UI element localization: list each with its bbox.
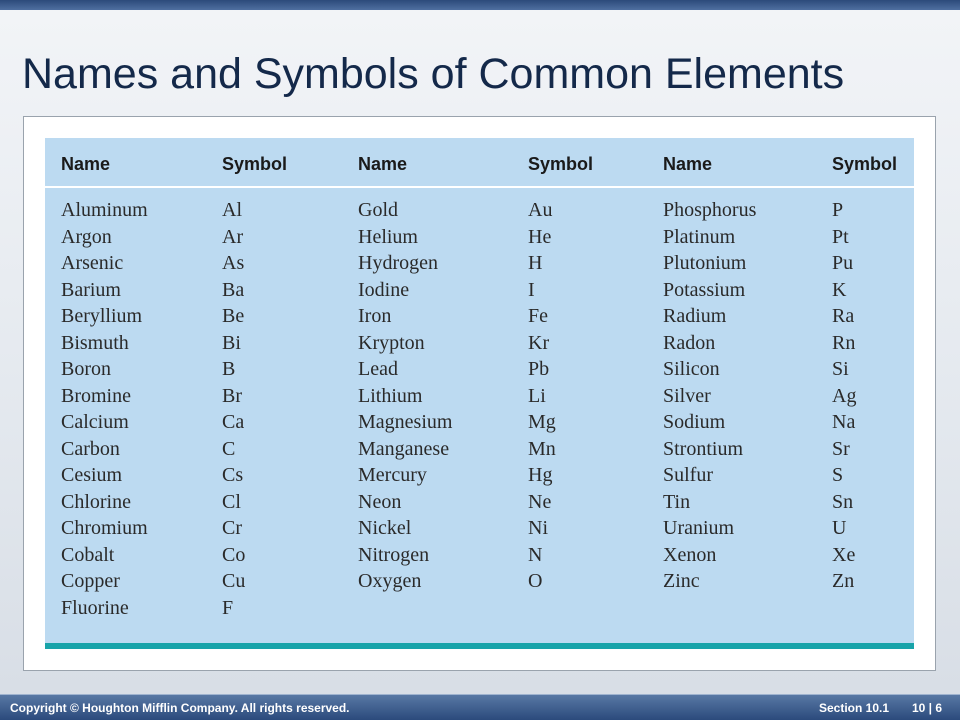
top-accent-bar	[0, 0, 960, 10]
element-symbol: Ni	[528, 517, 548, 539]
name-column-1	[61, 197, 148, 621]
element-name: Carbon	[61, 437, 120, 460]
element-symbol: Rn	[832, 331, 856, 354]
element-symbol: Fe	[528, 305, 548, 327]
element-name: Phosphorus	[663, 199, 757, 221]
element-symbol: Mn	[528, 437, 556, 460]
element-symbol: Br	[222, 384, 242, 407]
element-symbol: Ag	[832, 384, 857, 407]
table-bottom-rule	[45, 643, 914, 649]
element-name: Strontium	[663, 437, 744, 460]
element-symbol: U	[832, 517, 847, 539]
element-name: Lithium	[358, 384, 423, 407]
slide-title: Names and Symbols of Common Elements	[22, 50, 845, 98]
element-symbol: Pt	[832, 225, 849, 248]
element-name: Arsenic	[61, 252, 124, 274]
element-name: Uranium	[663, 517, 735, 539]
symbol-column-3	[832, 197, 856, 595]
element-name: Hydrogen	[358, 252, 438, 274]
element-symbol: N	[528, 543, 543, 566]
element-name: Sulfur	[663, 464, 713, 486]
element-symbol: Bi	[222, 331, 241, 354]
element-symbol: Hg	[528, 464, 553, 486]
symbol-column-2	[528, 197, 556, 595]
element-name: Bismuth	[61, 331, 129, 354]
element-name: Calcium	[61, 411, 129, 433]
element-name: Cesium	[61, 464, 123, 486]
element-symbol: As	[222, 252, 245, 274]
element-name: Krypton	[358, 331, 425, 354]
elements-table	[45, 138, 914, 649]
element-symbol: Co	[222, 543, 246, 566]
element-symbol: Sr	[832, 437, 850, 460]
element-symbol: K	[832, 278, 847, 301]
element-name: Iron	[358, 305, 392, 327]
element-name: Sodium	[663, 411, 726, 433]
element-symbol: Be	[222, 305, 245, 327]
element-name: Silver	[663, 384, 711, 407]
element-symbol: Ca	[222, 411, 245, 433]
header-name-1: Name	[61, 154, 111, 174]
element-symbol: Ba	[222, 278, 245, 301]
element-name: Beryllium	[61, 305, 143, 327]
element-symbol: Cu	[222, 570, 246, 592]
element-name: Lead	[358, 358, 398, 380]
element-symbol: Cs	[222, 464, 244, 486]
element-symbol: Cr	[222, 517, 242, 539]
copyright-notice: Copyright © Houghton Mifflin Company. All rights reserved.	[10, 701, 350, 715]
element-name: Nitrogen	[358, 543, 430, 566]
element-name: Radium	[663, 305, 727, 327]
element-name: Iodine	[358, 278, 410, 301]
section-label: Section 10.1	[819, 701, 890, 715]
element-symbol: Si	[832, 358, 849, 380]
element-symbol: Xe	[832, 543, 856, 566]
header-name-3: Name	[663, 154, 713, 174]
element-name: Neon	[358, 490, 402, 513]
element-symbol: Cl	[222, 490, 241, 513]
element-name: Plutonium	[663, 252, 747, 274]
element-symbol: Mg	[528, 411, 556, 433]
element-name: Chlorine	[61, 490, 131, 513]
element-symbol: O	[528, 570, 543, 592]
element-symbol: S	[832, 464, 844, 486]
name-column-2	[358, 197, 452, 595]
element-symbol: Pb	[528, 358, 550, 380]
element-symbol: F	[222, 596, 234, 619]
element-name: Chromium	[61, 517, 148, 539]
header-symbol-3: Symbol	[832, 154, 898, 174]
symbol-column-1	[222, 197, 245, 621]
element-name: Oxygen	[358, 570, 422, 592]
element-symbol: Zn	[832, 570, 855, 592]
element-name: Radon	[663, 331, 716, 354]
element-symbol: Au	[528, 199, 553, 221]
element-name: Aluminum	[61, 199, 148, 221]
element-symbol: H	[528, 252, 543, 274]
element-name: Zinc	[663, 570, 700, 592]
page-number: 10 | 6	[912, 701, 943, 715]
element-symbol: Kr	[528, 331, 550, 354]
element-symbol: Al	[222, 199, 242, 221]
element-name: Barium	[61, 278, 121, 301]
header-name-2: Name	[358, 154, 408, 174]
element-symbol: C	[222, 437, 236, 460]
element-name: Xenon	[663, 543, 717, 566]
element-symbol: Na	[832, 411, 856, 433]
element-symbol: Pu	[832, 252, 854, 274]
element-name: Fluorine	[61, 596, 129, 619]
element-name: Magnesium	[358, 411, 453, 433]
element-name: Cobalt	[61, 543, 115, 566]
element-symbol: Ar	[222, 225, 244, 248]
element-name: Boron	[61, 358, 111, 380]
element-name: Potassium	[663, 278, 746, 301]
element-name: Manganese	[358, 437, 450, 460]
element-symbol: Li	[528, 384, 546, 407]
element-name: Gold	[358, 199, 398, 221]
footer-bar	[0, 694, 960, 720]
element-symbol: He	[528, 225, 552, 248]
table-header-row	[45, 138, 914, 188]
element-symbol: B	[222, 358, 236, 380]
element-name: Platinum	[663, 225, 736, 248]
element-name: Mercury	[358, 464, 427, 486]
element-name: Copper	[61, 570, 120, 592]
element-symbol: Ra	[832, 305, 855, 327]
element-name: Nickel	[358, 517, 412, 539]
element-symbol: Sn	[832, 490, 854, 513]
element-name: Tin	[663, 490, 691, 513]
header-symbol-1: Symbol	[222, 154, 288, 174]
header-symbol-2: Symbol	[528, 154, 594, 174]
name-column-3	[663, 197, 756, 595]
element-symbol: Ne	[528, 490, 552, 513]
table-frame	[23, 116, 936, 671]
element-name: Silicon	[663, 358, 720, 380]
element-name: Argon	[61, 225, 112, 248]
element-name: Bromine	[61, 384, 131, 407]
element-name: Helium	[358, 225, 418, 248]
element-symbol: I	[528, 278, 535, 301]
element-symbol: P	[832, 199, 844, 221]
